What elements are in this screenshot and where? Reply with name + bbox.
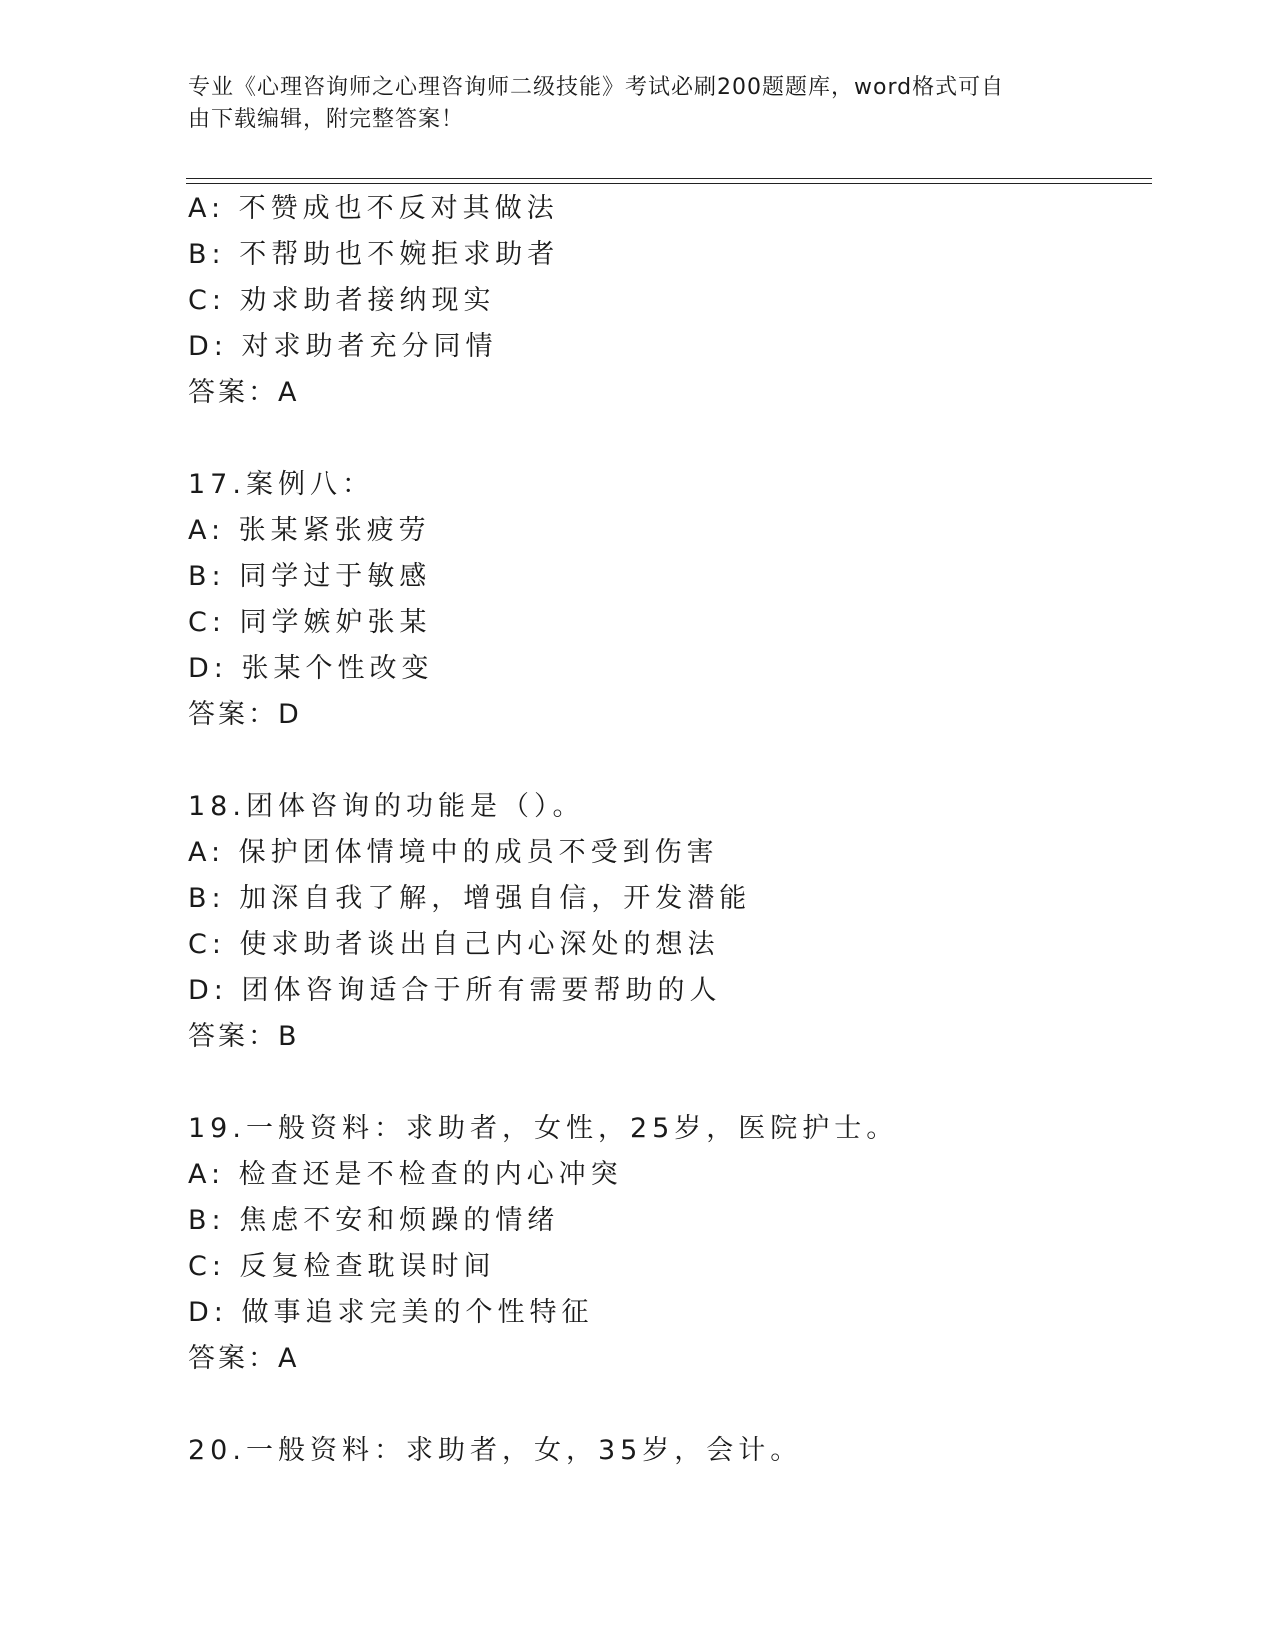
option-line: D: 团体咨询适合于所有需要帮助的人	[188, 975, 722, 1006]
question-stem: 19.一般资料：求助者，女性，25岁，医院护士。	[188, 1113, 899, 1144]
option-line: A: 检查还是不检查的内心冲突	[188, 1159, 623, 1190]
answer-line: 答案：A	[188, 377, 300, 408]
option-line: C: 反复检查耽误时间	[188, 1251, 496, 1282]
header-line-2: 由下载编辑，附完整答案！	[188, 107, 465, 132]
option-line: B: 焦虑不安和烦躁的情绪	[188, 1205, 560, 1236]
question-stem: 20.一般资料：求助者，女，35岁，会计。	[188, 1435, 803, 1466]
answer-line: 答案：A	[188, 1343, 300, 1374]
option-line: D: 对求助者充分同情	[188, 331, 498, 362]
document-header	[188, 72, 1068, 136]
spacer	[188, 738, 1148, 784]
answer-line: 答案：D	[188, 699, 302, 730]
header-divider-top	[186, 178, 1152, 179]
spacer	[188, 1060, 1148, 1106]
option-line: C: 劝求助者接纳现实	[188, 285, 496, 316]
answer-line: 答案：B	[188, 1021, 300, 1052]
question-list	[188, 186, 1148, 1474]
option-line: D: 做事追求完美的个性特征	[188, 1297, 594, 1328]
header-line-1: 专业《心理咨询师之心理咨询师二级技能》考试必刷200题题库，word格式可自	[188, 75, 1005, 100]
spacer	[188, 1382, 1148, 1428]
spacer	[188, 416, 1148, 462]
option-line: A: 张某紧张疲劳	[188, 515, 431, 546]
header-divider-bottom	[186, 183, 1152, 184]
option-line: C: 同学嫉妒张某	[188, 607, 432, 638]
option-line: A: 保护团体情境中的成员不受到伤害	[188, 837, 719, 868]
option-line: A: 不赞成也不反对其做法	[188, 193, 559, 224]
question-stem: 18.团体咨询的功能是（）。	[188, 791, 585, 822]
option-line: B: 加深自我了解，增强自信，开发潜能	[188, 883, 752, 914]
option-line: B: 不帮助也不婉拒求助者	[188, 239, 560, 270]
option-line: D: 张某个性改变	[188, 653, 434, 684]
option-line: C: 使求助者谈出自己内心深处的想法	[188, 929, 720, 960]
question-stem: 17.案例八：	[188, 469, 374, 500]
option-line: B: 同学过于敏感	[188, 561, 432, 592]
